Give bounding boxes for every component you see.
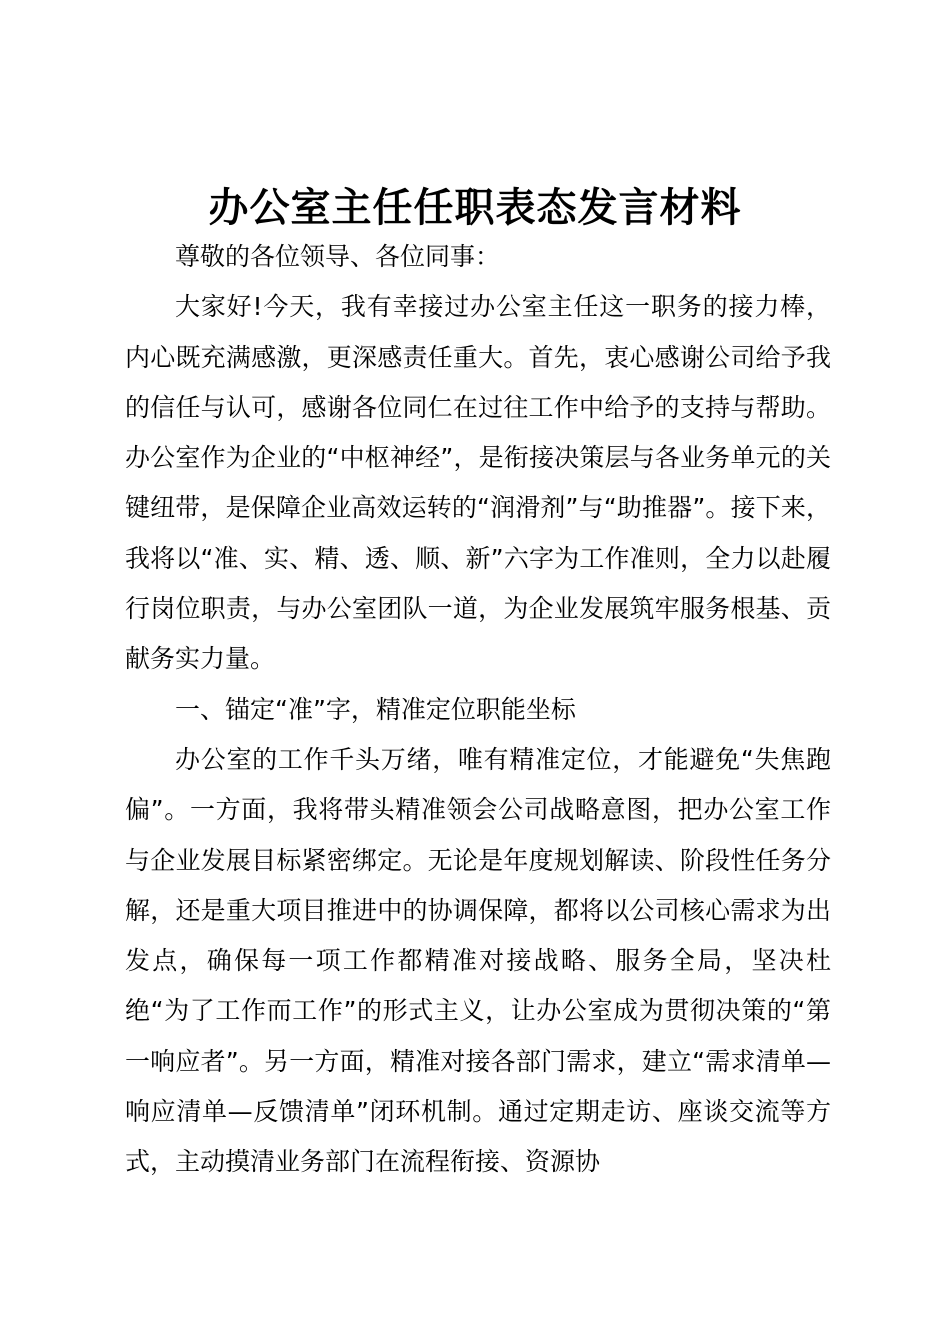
salutation: 尊敬的各位领导、各位同事： [175,242,501,271]
document-body [125,232,831,1188]
paragraph: 大家好!今天，我有幸接过办公室主任这一职务的接力棒，内心既充满感激，更深感责任重大。首先，衷心感谢公司给予我的信任与认可，感谢各位同仁在过往工作中给予的支持与帮助。办公室作为企业的“中枢神经”，是衔接决策层与各业务单元的关键纽带，是保障企业高效运转的“润滑剂”与“助推器”。接下来，我将以“准、实、精、透、顺、新”六字为工作准则，全力以赴履行岗位职责，与办公室团队一道，为企业发展筑牢服务根基、贡献务实力量。 [125,292,831,674]
section-heading: 一、锚定“准”字，精准定位职能坐标 [175,694,576,724]
document-title: 办公室主任任职表态发言材料 [208,184,742,231]
paragraph: 办公室的工作千头万绪，唯有精准定位，才能避免“失焦跑偏”。一方面，我将带头精准领会公司战略意图，把办公室工作与企业发展目标紧密绑定。无论是年度规划解读、阶段性任务分解，还是重大项目推进中的协调保障，都将以公司核心需求为出发点，确保每一项工作都精准对接战略、服务全局，坚决杜绝“为了工作而工作”的形式主义，让办公室成为贯彻决策的“第一响应者”。另一方面，精准对接各部门需求，建立“需求清单—响应清单—反馈清单”闭环机制。通过定期走访、座谈交流等方式，主动摸清业务部门在流程衔接、资源协 [125,744,831,1177]
